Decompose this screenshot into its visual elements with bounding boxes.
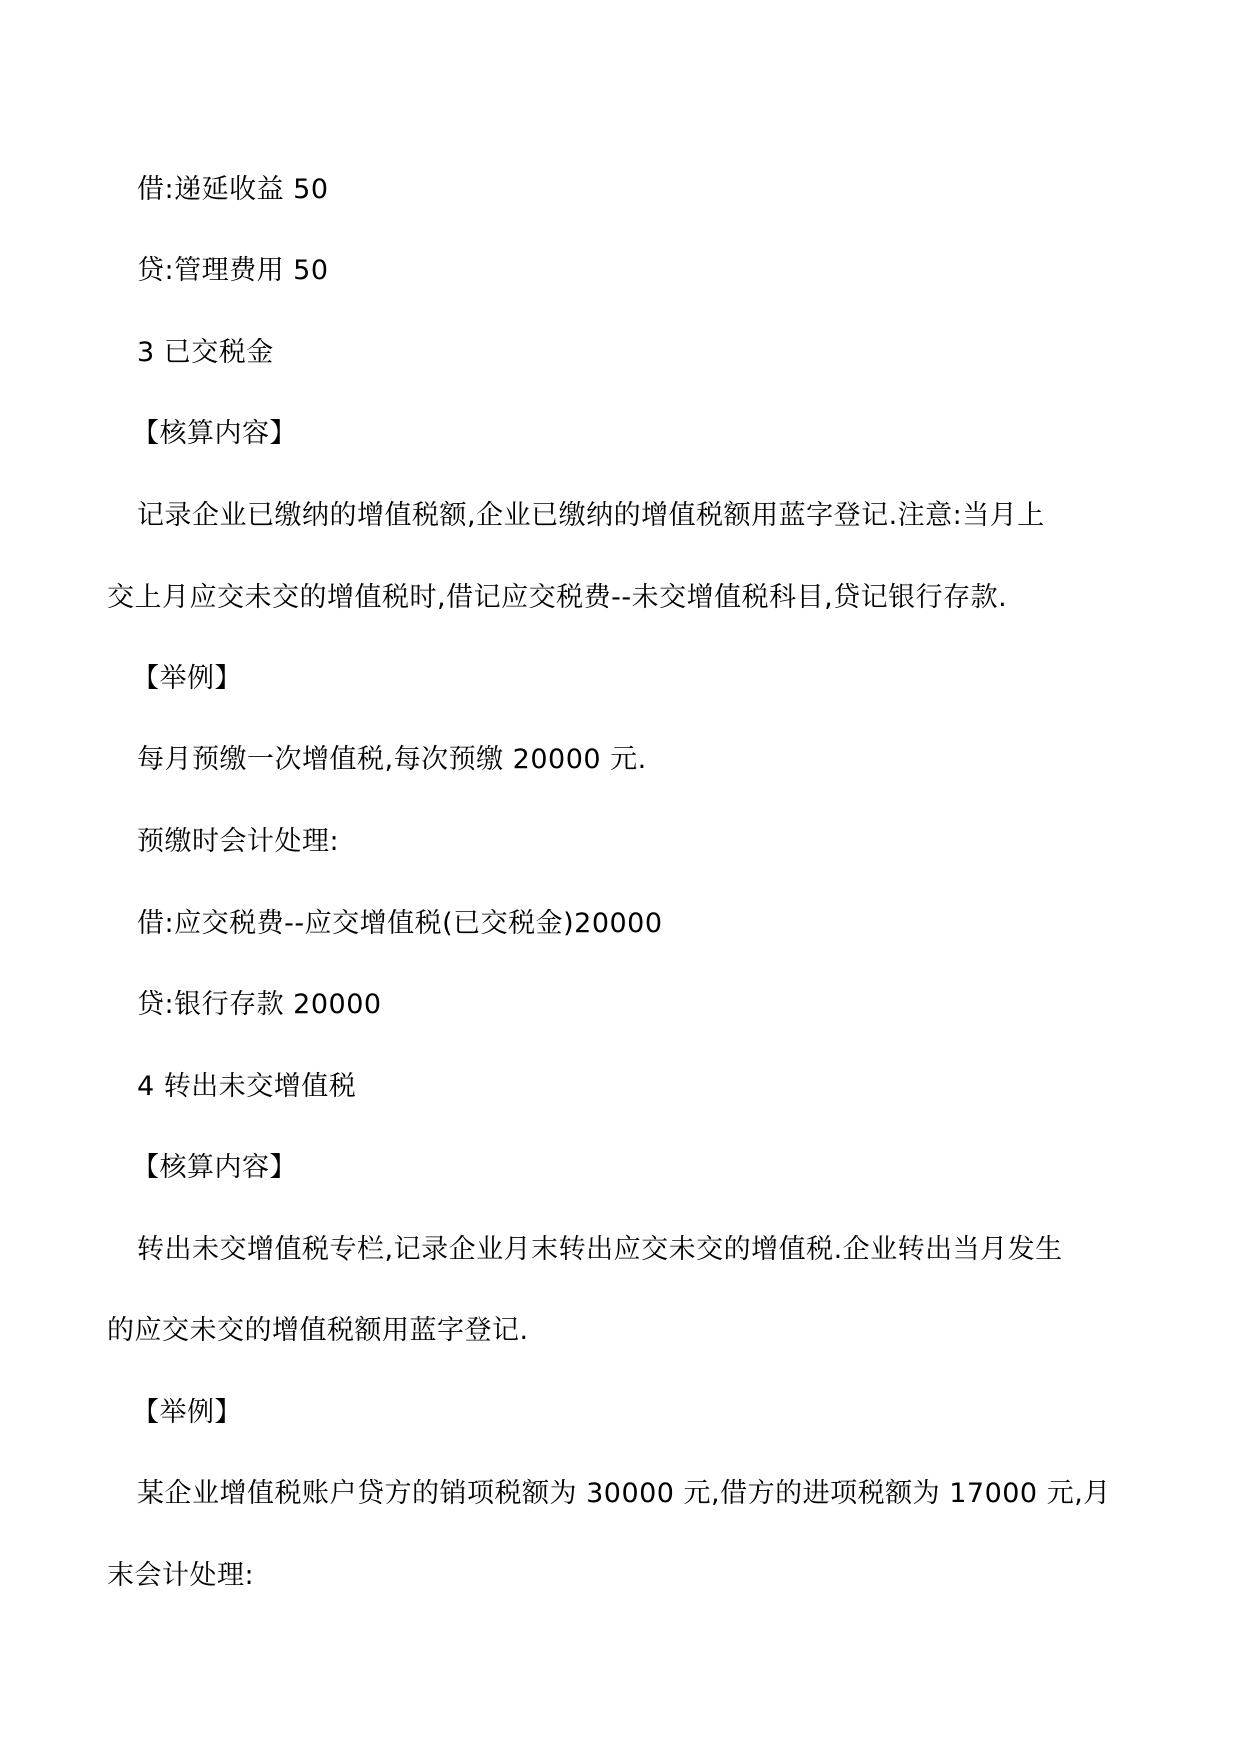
paragraph-line: 末会计处理: bbox=[107, 1560, 255, 1591]
paragraph-line: 记录企业已缴纳的增值税额,企业已缴纳的增值税额用蓝字登记.注意:当月上 bbox=[137, 500, 1045, 531]
subheading-accounting-content: 【核算内容】 bbox=[132, 1152, 297, 1183]
section-heading-paid-tax: 3 已交税金 bbox=[137, 337, 274, 368]
entry-debit-deferred-income: 借:递延收益 50 bbox=[137, 174, 329, 205]
entry-debit-tax-payable: 借:应交税费--应交增值税(已交税金)20000 bbox=[137, 908, 663, 939]
paragraph-line: 交上月应交未交的增值税时,借记应交税费--未交增值税科目,贷记银行存款. bbox=[107, 582, 1008, 613]
paragraph-line: 转出未交增值税专栏,记录企业月末转出应交未交的增值税.企业转出当月发生 bbox=[137, 1234, 1063, 1265]
subheading-example: 【举例】 bbox=[132, 1397, 242, 1428]
subheading-example: 【举例】 bbox=[132, 663, 242, 694]
paragraph-line: 的应交未交的增值税额用蓝字登记. bbox=[107, 1315, 529, 1346]
entry-credit-admin-expense: 贷:管理费用 50 bbox=[137, 255, 329, 286]
entry-credit-bank-deposit: 贷:银行存款 20000 bbox=[137, 989, 382, 1020]
section-heading-transfer-unpaid-vat: 4 转出未交增值税 bbox=[137, 1071, 357, 1102]
paragraph-line: 每月预缴一次增值税,每次预缴 20000 元. bbox=[137, 744, 647, 775]
paragraph-line: 预缴时会计处理: bbox=[137, 826, 340, 857]
subheading-accounting-content: 【核算内容】 bbox=[132, 418, 297, 449]
paragraph-line: 某企业增值税账户贷方的销项税额为 30000 元,借方的进项税额为 17000 元,月 bbox=[137, 1478, 1111, 1509]
